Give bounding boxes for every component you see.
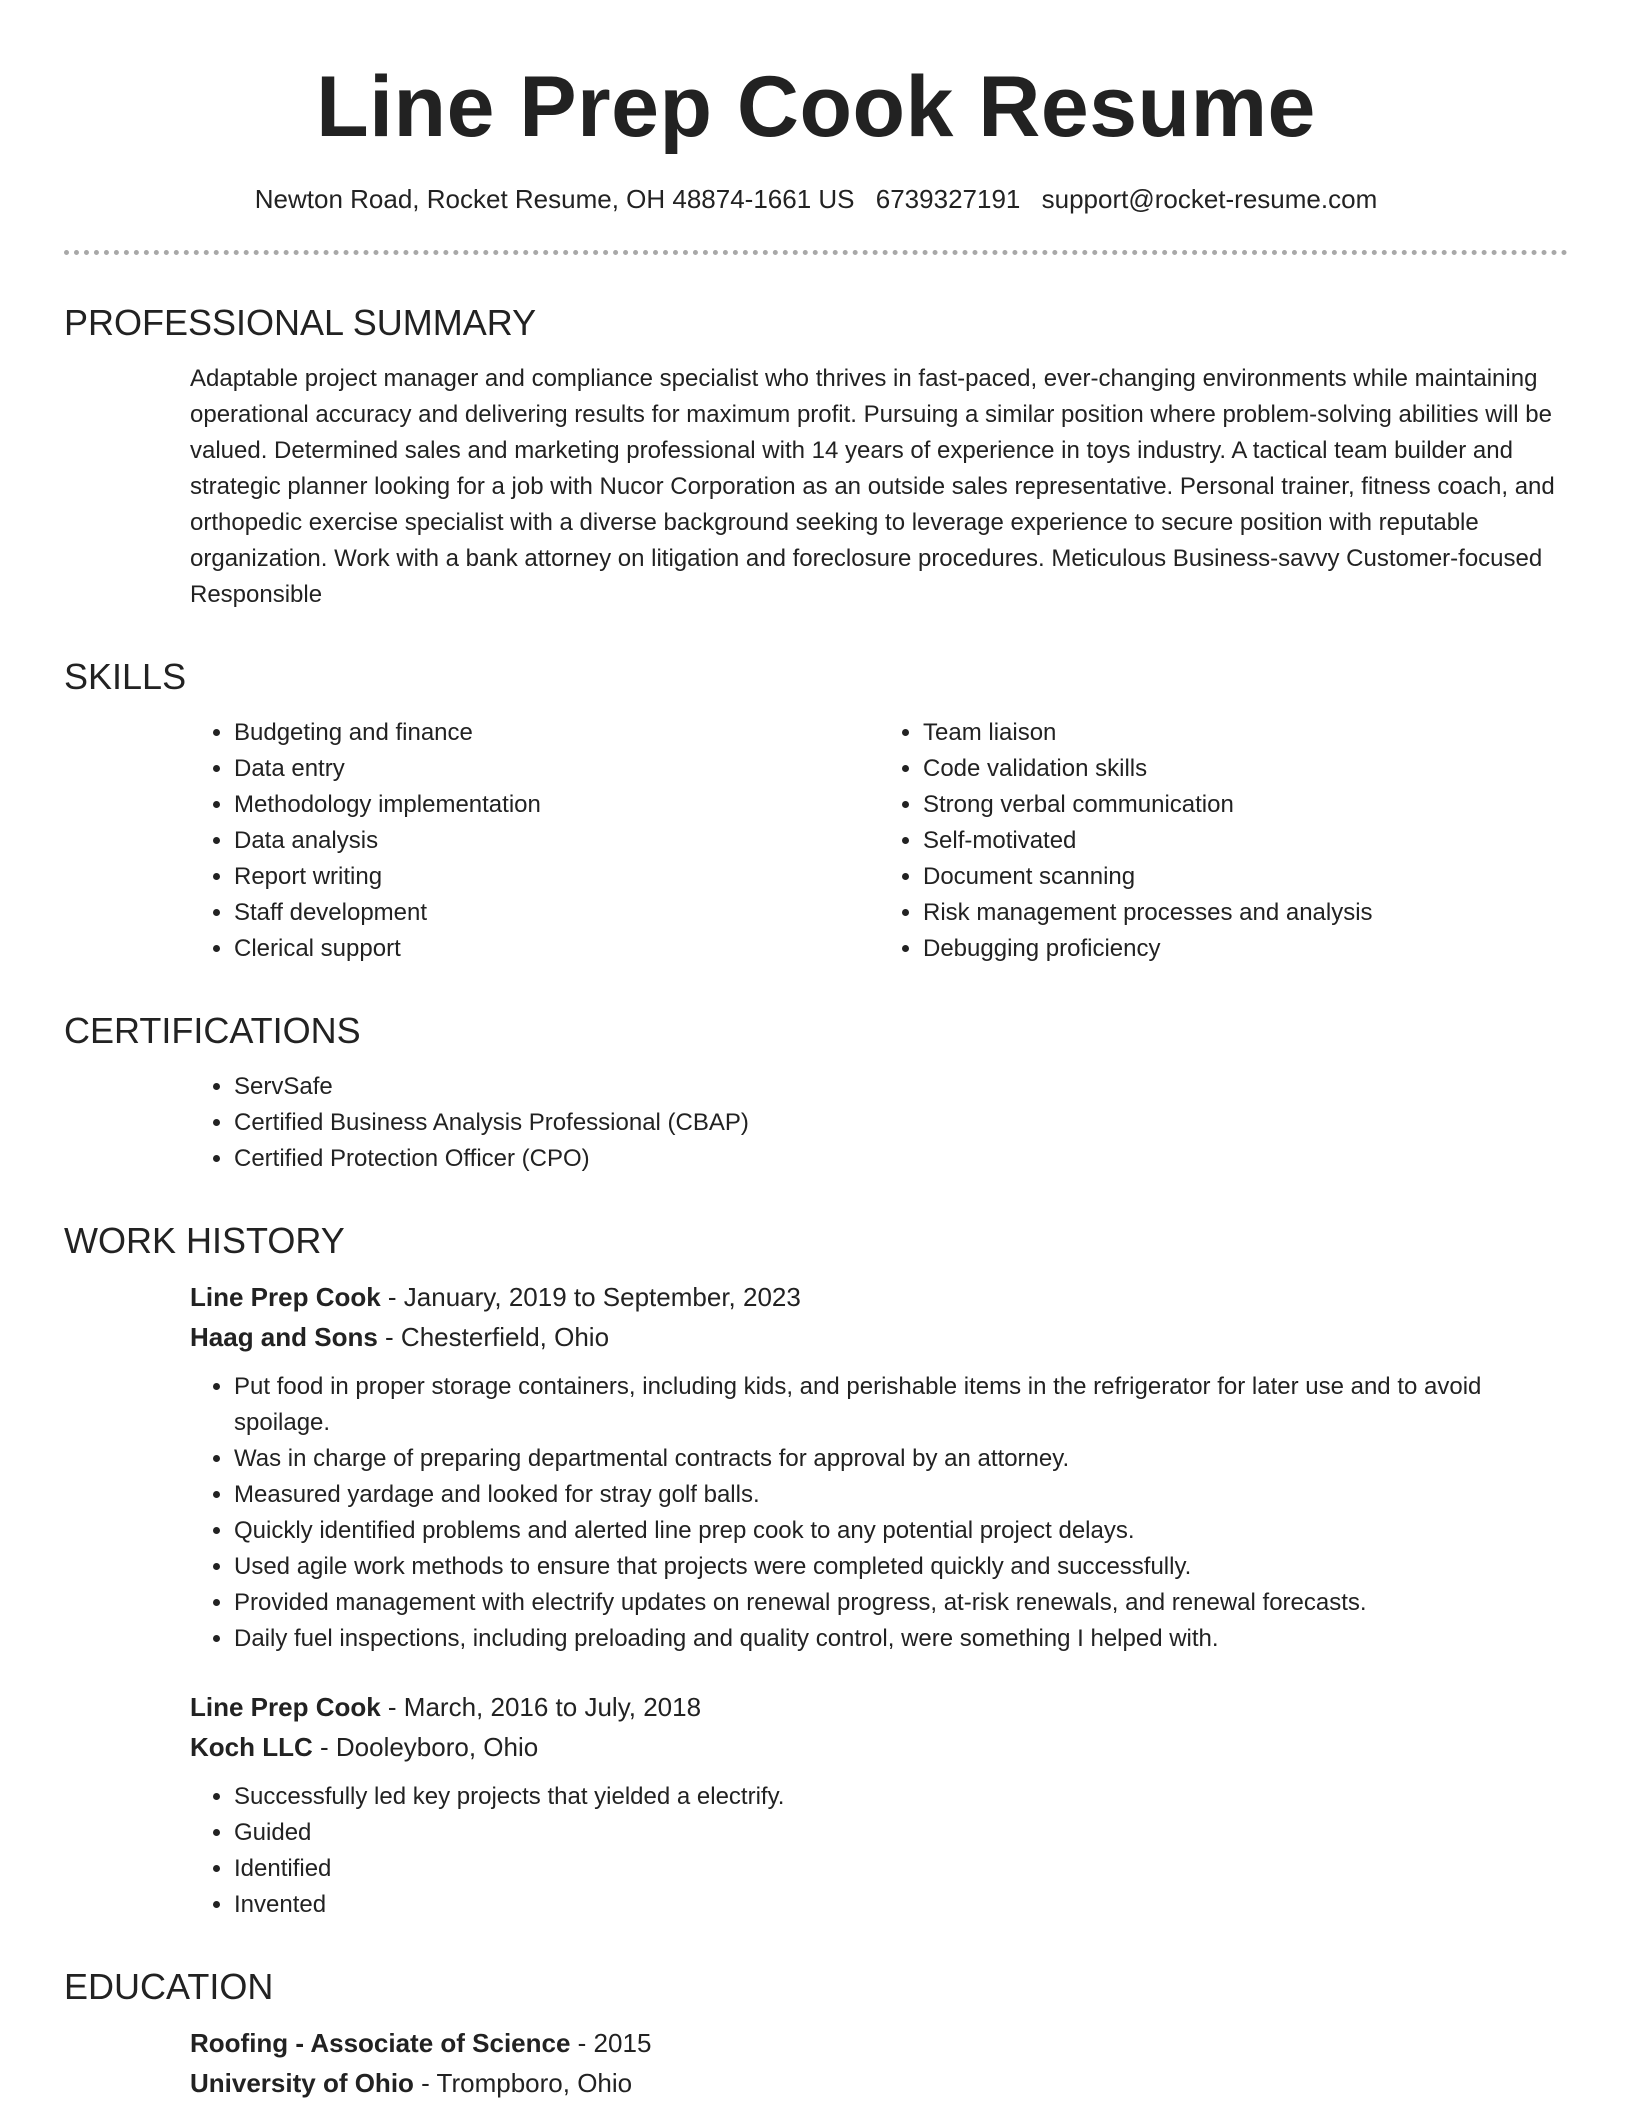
skill-item: • Methodology implementation [234,787,879,823]
skill-item: • Code validation skills [923,751,1568,787]
skills-section [64,655,1568,967]
contact-line [64,182,1568,216]
education-year: - 2015 [570,2028,652,2058]
job-title-line [190,1277,1568,1317]
certifications-section [64,1009,1568,1177]
skill-item: • Risk management processes and analysis [923,895,1568,931]
skill-item: • Budgeting and finance [234,715,879,751]
summary-heading: PROFESSIONAL SUMMARY [64,302,537,343]
job-entry [190,1277,1568,1657]
certification-item: • ServSafe [234,1069,1568,1105]
job-duties-list [190,1779,1568,1923]
education-degree: Roofing - Associate of Science [190,2028,571,2058]
skill-item: • Document scanning [923,859,1568,895]
skill-item: • Staff development [234,895,879,931]
job-dates: - January, 2019 to September, 2023 [380,1282,801,1312]
skill-item: • Strong verbal communication [923,787,1568,823]
job-duty: • Invented [234,1887,1568,1923]
job-duty: • Daily fuel inspections, including preloading and quality control, were something I helped with. [234,1621,1568,1657]
certifications-list [190,1069,1568,1177]
job-company: Haag and Sons [190,1322,378,1352]
job-company: Koch LLC [190,1732,313,1762]
skill-item: • Self-motivated [923,823,1568,859]
job-duty: • Identified [234,1851,1568,1887]
skill-item: • Clerical support [234,931,879,967]
job-location: - Chesterfield, Ohio [377,1322,610,1352]
work-history-heading: WORK HISTORY [64,1220,345,1261]
job-duties-list [190,1369,1568,1657]
job-duty: • Guided [234,1815,1568,1851]
job-company-line [190,1317,1568,1357]
education-location: - Trompboro, Ohio [413,2068,633,2098]
job-title: Line Prep Cook [190,1282,381,1312]
contact-email: support@rocket-resume.com [1041,184,1378,214]
job-entry [190,1687,1568,1923]
job-duty: • Successfully led key projects that yielded a electrify. [234,1779,1568,1815]
skills-list-right [879,715,1568,967]
summary-section [64,301,1568,613]
job-duty: • Was in charge of preparing departmental contracts for approval by an attorney. [234,1441,1568,1477]
skill-item: • Data analysis [234,823,879,859]
job-duty: • Provided management with electrify updates on renewal progress, at-risk renewals, and renewal forecasts. [234,1585,1568,1621]
skill-item: • Team liaison [923,715,1568,751]
skill-item: • Debugging proficiency [923,931,1568,967]
skill-item: • Report writing [234,859,879,895]
job-dates: - March, 2016 to July, 2018 [380,1692,702,1722]
job-company-line [190,1727,1568,1767]
education-degree-line [190,2023,1568,2063]
contact-phone: 6739327191 [875,184,1021,214]
header-divider [64,250,1568,255]
job-duty: • Put food in proper storage containers, including kids, and perishable items in the refrigerator for later use and to avoid spoilage. [234,1369,1568,1441]
skills-grid [64,699,1568,967]
skill-item: • Data entry [234,751,879,787]
job-duty: • Quickly identified problems and alerted line prep cook to any potential project delays. [234,1513,1568,1549]
contact-address: Newton Road, Rocket Resume, OH 48874-1661 US [254,184,855,214]
summary-text: Adaptable project manager and compliance specialist who thrives in fast-paced, ever-changing environments while maintaining operational accuracy and delivering results for maximum profit. Pursuing a similar position where problem-solving abilities will be valued. Determined sales and marketing professional with 14 years of experience in toys industry. A tactical team builder and strategic planner looking for a job with Nucor Corporation as an outside sales representative. Personal trainer, fitness coach, and orthopedic exercise specialist with a diverse background seeking to leverage experience to secure position with reputable organization. Work with a bank attorney on litigation and foreclosure procedures. Meticulous Business-savvy Customer-focused Responsible [190,365,1555,608]
certification-item: • Certified Business Analysis Professional (CBAP) [234,1105,1568,1141]
certification-item: • Certified Protection Officer (CPO) [234,1141,1568,1177]
education-section [64,1965,1568,2103]
job-duty: • Measured yardage and looked for stray golf balls. [234,1477,1568,1513]
skills-heading: SKILLS [64,656,187,697]
certifications-heading: CERTIFICATIONS [64,1010,361,1051]
education-school-line [190,2063,1568,2103]
job-title: Line Prep Cook [190,1692,381,1722]
job-duty: • Used agile work methods to ensure that projects were completed quickly and successfully. [234,1549,1568,1585]
education-school: University of Ohio [190,2068,414,2098]
job-title-line [190,1687,1568,1727]
job-location: - Dooleyboro, Ohio [312,1732,539,1762]
skills-list-left [190,715,879,967]
resume-title: Line Prep Cook Resume [316,59,1316,155]
work-history-section [64,1219,1568,1923]
education-heading: EDUCATION [64,1966,274,2007]
